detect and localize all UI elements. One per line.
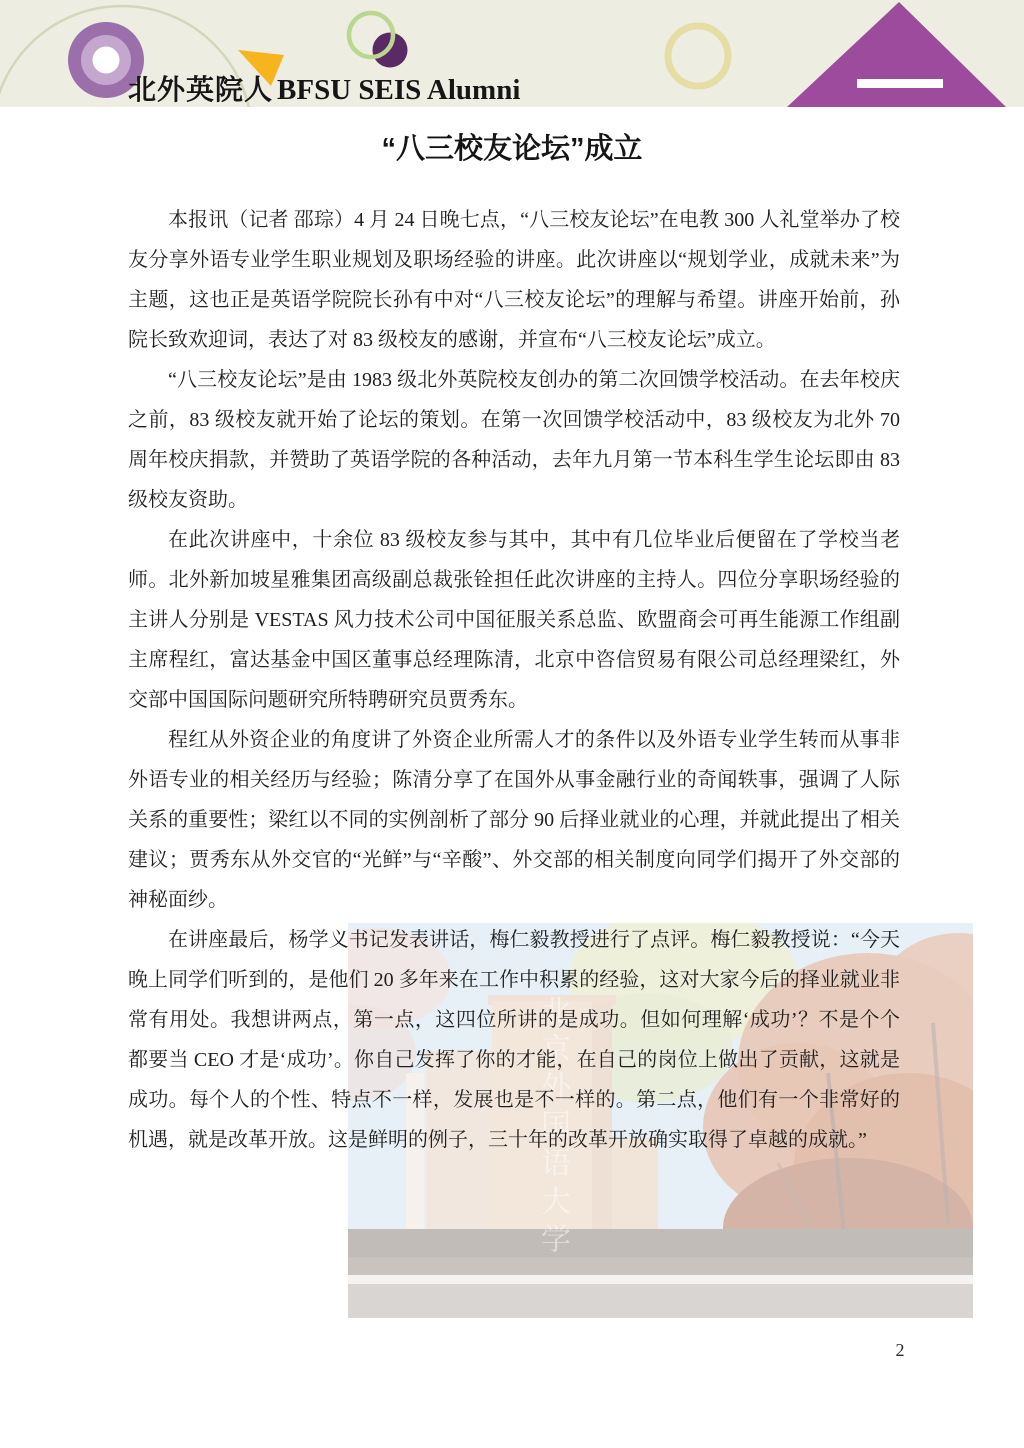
article-paragraph: 本报讯（记者 邵琮）4 月 24 日晚七点，“八三校友论坛”在电教 300 人礼堂举办了校友分享外语专业学生职业规划及职场经验的讲座。此次讲座以“规划学业，成就未来”为主题，这也正是英语学院院长孙有中对“八三校友论坛”的理解与希望。讲座开始前，孙院长致欢迎词，表达了对 83 级校友的感谢，并宣布“八三校友论坛”成立。 xyxy=(128,209,900,351)
article-body xyxy=(128,200,900,1160)
page-number: 2 xyxy=(895,1340,905,1360)
brand-english: BFSU SEIS Alumni xyxy=(277,74,521,106)
brand-chinese: 北外英院人 xyxy=(128,74,274,105)
article-paragraph: “八三校友论坛”是由 1983 级北外英院校友创办的第二次回馈学校活动。在去年校庆之前，83 级校友就开始了论坛的策划。在第一次回馈学校活动中，83 级校友为北外 70 周年校庆捐款，并赞助了英语学院的各种活动，去年九月第一节本科生学生论坛即由 83 级校友资助。 xyxy=(128,369,900,511)
article-paragraph: 在讲座最后，杨学义书记发表讲话，梅仁毅教授进行了点评。梅仁毅教授说：“今天晚上同学们听到的，是他们 20 多年来在工作中积累的经验，这对大家今后的择业就业非常有用处。我想讲两点，第一点，这四位所讲的是成功。但如何理解‘成功’？不是个个都要当 CEO 才是‘成功’。你自己发挥了你的才能，在自己的岗位上做出了贡献，这就是成功。每个人的个性、特点不一样，发展也是不一样的。第二点，他们有一个非常好的机遇，就是改革开放。这是鲜明的例子，三十年的改革开放确实取得了卓越的成就。” xyxy=(128,929,900,1151)
header-band xyxy=(0,0,1024,107)
beige-ring-icon xyxy=(668,26,728,86)
purple-triangle-icon xyxy=(787,2,1006,107)
article-paragraph: 程红从外资企业的角度讲了外资企业所需人才的条件以及外语专业学生转而从事非外语专业的相关经历与经验；陈清分享了在国外从事金融行业的奇闻轶事，强调了人际关系的重要性；梁红以不同的实例剖析了部分 90 后择业就业的心理，并就此提出了相关建议；贾秀东从外交官的“光鲜”与“辛酸”、外交部的相关制度向同学们揭开了外交部的神秘面纱。 xyxy=(128,729,900,911)
article-paragraph: 在此次讲座中，十余位 83 级校友参与其中，其中有几位毕业后便留在了学校当老师。北外新加坡星雅集团高级副总裁张铨担任此次讲座的主持人。四位分享职场经验的主讲人分别是 VESTAS 风力技术公司中国征服关系总监、欧盟商会可再生能源工作组副主席程红，富达基金中国区董事总经理陈清，北京中咨信贸易有限公司总经理梁红，外交部中国国际问题研究所特聘研究员贾秀东。 xyxy=(128,529,900,711)
brand-logotype xyxy=(128,76,520,105)
building-calligraphy: 北京外国语大学 xyxy=(536,995,569,1261)
page-title: “八三校友论坛”成立 xyxy=(381,133,643,165)
